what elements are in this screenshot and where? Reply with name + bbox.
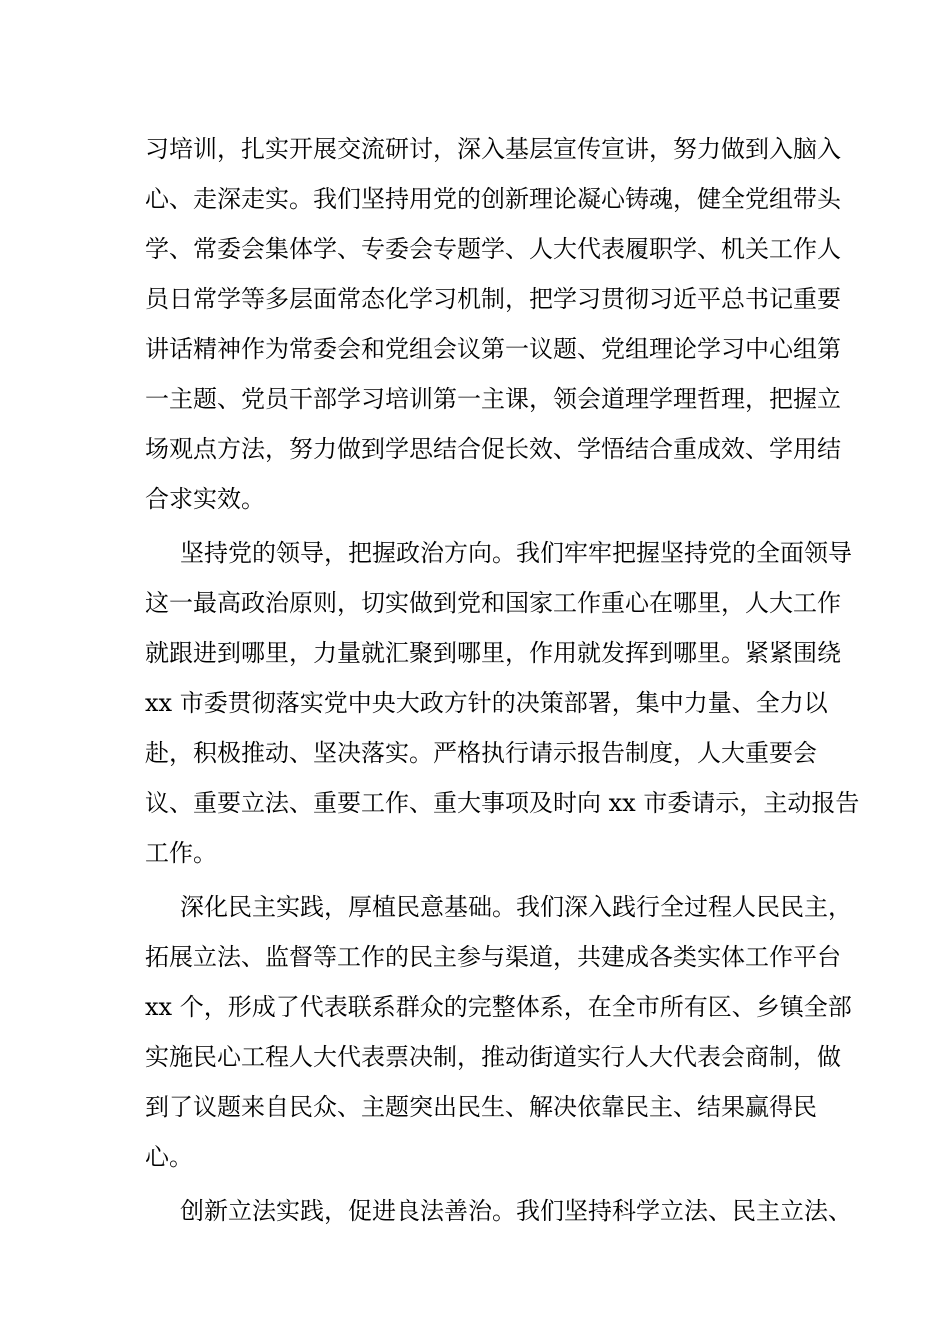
paragraph [145,528,860,878]
paragraph [145,124,841,524]
paragraph [145,882,852,1182]
text-line: 工作。 [145,839,217,867]
text-line: 习培训，扎实开展交流研讨，深入基层宣传宣讲，努力做到入脑入 [145,135,841,163]
text-line: 讲话精神作为常委会和党组会议第一议题、党组理论学习中心组第 [145,335,841,363]
document-body [145,124,860,1236]
text-line: 学、常委会集体学、专委会专题学、人大代表履职学、机关工作人 [145,235,841,263]
text-line: 心。 [145,1143,193,1171]
text-line: xx 市委贯彻落实党中央大政方针的决策部署，集中力量、全力以 [145,689,828,717]
text-line: 心、走深走实。我们坚持用党的创新理论凝心铸魂，健全党组带头 [145,185,841,213]
text-line: 就跟进到哪里，力量就汇聚到哪里，作用就发挥到哪里。紧紧围绕 [145,639,841,667]
text-line: 深化民主实践，厚植民意基础。我们深入践行全过程人民民主， [180,893,852,921]
text-line: 赴，积极推动、坚决落实。严格执行请示报告制度，人大重要会 [145,739,817,767]
text-line: 拓展立法、监督等工作的民主参与渠道，共建成各类实体工作平台 [145,943,841,971]
text-line: 创新立法实践，促进良法善治。我们坚持科学立法、民主立法、 [180,1197,852,1225]
text-line: xx 个，形成了代表联系群众的完整体系，在全市所有区、乡镇全部 [145,993,852,1021]
text-line: 员日常学等多层面常态化学习机制，把学习贯彻习近平总书记重要 [145,285,841,313]
paragraph [145,1186,852,1236]
text-line: 一主题、党员干部学习培训第一主课，领会道理学理哲理，把握立 [145,385,841,413]
text-line: 到了议题来自民众、主题突出民生、解决依靠民主、结果赢得民 [145,1093,817,1121]
text-line: 场观点方法，努力做到学思结合促长效、学悟结合重成效、学用结 [145,435,841,463]
text-line: 合求实效。 [145,485,265,513]
text-line: 坚持党的领导，把握政治方向。我们牢牢把握坚持党的全面领导 [180,539,852,567]
text-line: 这一最高政治原则，切实做到党和国家工作重心在哪里，人大工作 [145,589,841,617]
text-line: 议、重要立法、重要工作、重大事项及时向 xx 市委请示，主动报告 [145,789,860,817]
text-line: 实施民心工程人大代表票决制，推动街道实行人大代表会商制，做 [145,1043,841,1071]
